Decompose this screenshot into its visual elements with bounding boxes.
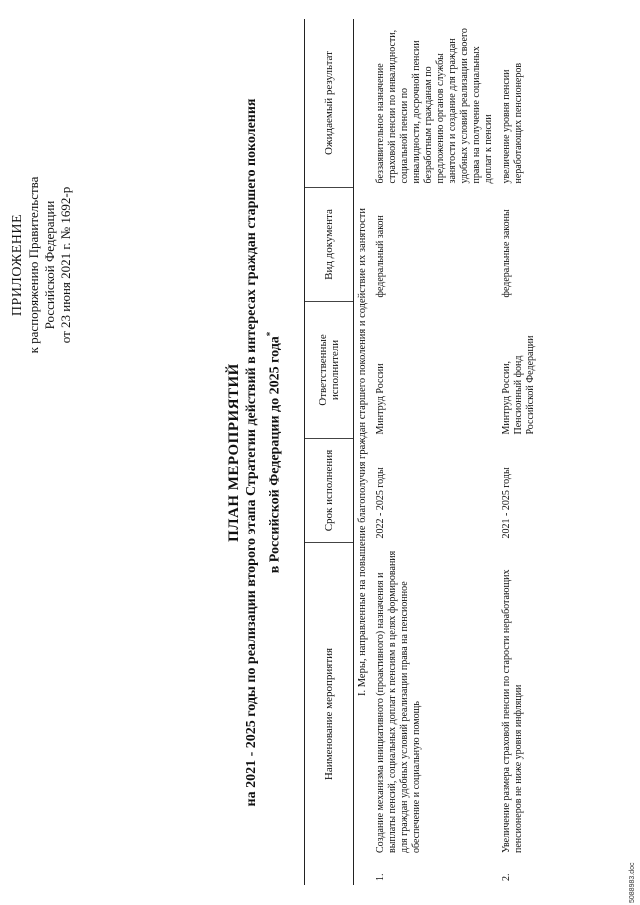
row-name: Создание механизма инициативного (проактивного) назначения и выплаты пенсий, социальных доплат к пенсиям в целях формирования для граждан удобных условий реализации права на пенсионное обеспечение и социальную помощь xyxy=(375,550,422,853)
title-line-3-text: в Российской Федерации до 2025 года xyxy=(267,336,283,574)
section-row xyxy=(354,19,373,885)
row-result: беззаявительное назначение страховой пенсии по инвалидности, социальной пенсии по инвалидности, досрочной пенсии безработным гражданам по предложению органов службы занятости и создание для граждан удобных условий реализации своего права на получение социальных доплат к пенсии xyxy=(375,28,494,184)
footnote-mark: * xyxy=(265,331,275,337)
row-number: 1. xyxy=(375,873,386,881)
row-executors: Минтруд России xyxy=(375,363,386,435)
row-term: 2021 - 2025 годы xyxy=(501,467,512,539)
appendix-line-3: от 23 июня 2021 г. № 1692-р xyxy=(58,186,73,344)
row-term: 2022 - 2025 годы xyxy=(375,467,386,539)
table-header-row xyxy=(305,19,354,885)
document-title xyxy=(225,0,285,905)
appendix-heading: ПРИЛОЖЕНИЕ xyxy=(10,213,25,317)
row-result: увеличение уровня пенсии неработающих пенсионеров xyxy=(501,62,524,184)
plan-table xyxy=(304,19,540,885)
header-result: Ожидаемый результат xyxy=(305,19,354,188)
row-doc-type: федеральные законы xyxy=(501,209,512,298)
section-title: I. Меры, направленные на повышение благополучия граждан старшего поколения и содействие их занятости xyxy=(357,208,368,697)
row-name: Увеличение размера страховой пенсии по старости неработающих пенсионеров не ниже уровня инфляции xyxy=(501,569,524,853)
title-main: ПЛАН МЕРОПРИЯТИЙ xyxy=(226,363,242,542)
title-line-2: на 2021 - 2025 годы по реализации второго этапа Стратегии действий в интересах граждан старшего поколения xyxy=(244,98,259,807)
title-line-3 xyxy=(261,0,285,905)
row-number: 2. xyxy=(501,873,512,881)
row-executors: Минтруд России, Пенсионный фонд Российской Федерации xyxy=(501,335,536,435)
file-code: 5088983.doc xyxy=(629,862,636,903)
appendix-block xyxy=(10,150,74,380)
header-term: Срок исполнения xyxy=(305,439,354,543)
appendix-line-1: к распоряжению Правительства xyxy=(26,176,41,354)
appendix-line-2: Российской Федерации xyxy=(42,200,57,330)
table-row xyxy=(372,19,498,885)
table-row xyxy=(498,19,540,885)
header-name: Наименование мероприятия xyxy=(305,543,354,886)
header-executors: Ответственные исполнители xyxy=(305,302,354,439)
header-doc-type: Вид документа xyxy=(305,188,354,302)
row-doc-type: федеральный закон xyxy=(375,215,386,298)
